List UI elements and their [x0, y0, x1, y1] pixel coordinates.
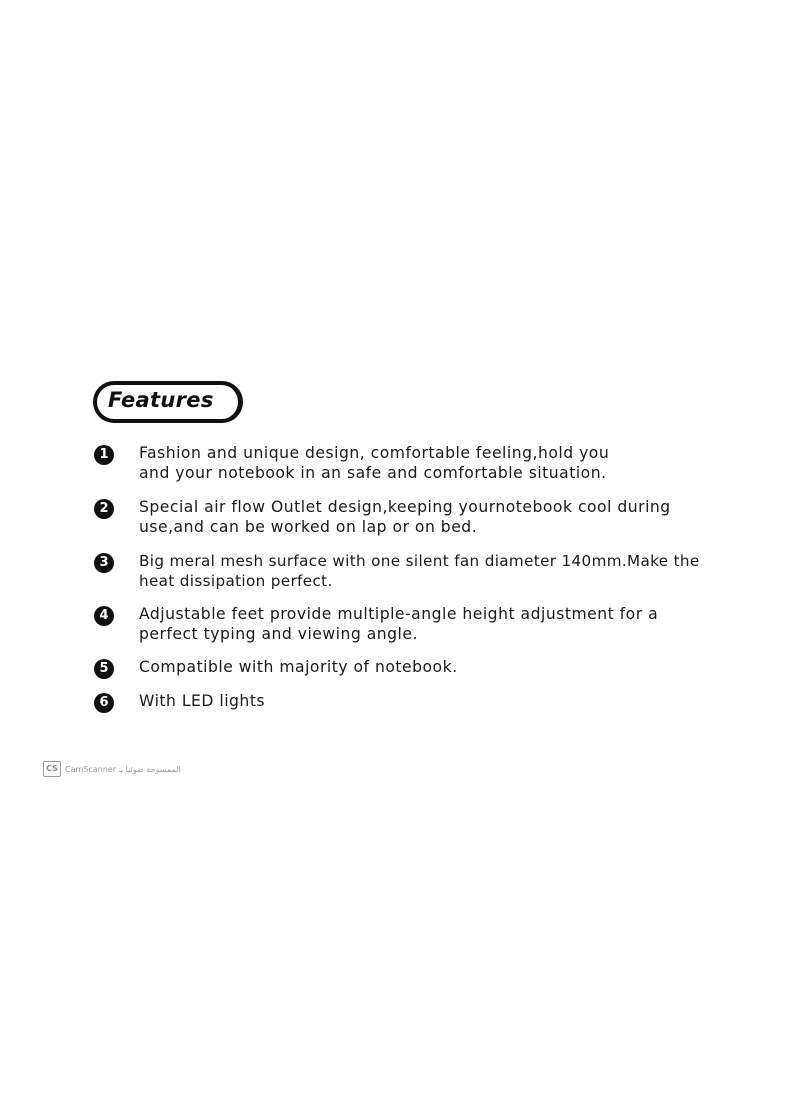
number-5-icon: 5: [94, 659, 114, 679]
camscanner-watermark: [43, 761, 181, 777]
number-1-icon: 1: [94, 445, 114, 465]
feature-text-5: Compatible with majority of notebook.: [139, 658, 458, 676]
watermark-text: CamScanner الممسوحة ضوئيا بـ: [65, 764, 181, 774]
number-6-icon: 6: [94, 693, 114, 713]
number-2-icon: 2: [94, 499, 114, 519]
features-title: Features: [108, 388, 214, 412]
feature-text-1: Fashion and unique design, comfortable feeling,hold you and your notebook in an safe and comfortable situation.: [139, 444, 610, 482]
feature-text-4: Adjustable feet provide multiple-angle height adjustment for a perfect typing and viewing angle.: [139, 605, 659, 643]
feature-text-2: Special air flow Outlet design,keeping yournotebook cool during use,and can be worked on lap or on bed.: [139, 498, 671, 536]
number-4-icon: 4: [94, 606, 114, 626]
camscanner-logo-icon: CS: [43, 761, 61, 777]
number-3-icon: 3: [94, 553, 114, 573]
feature-text-6: With LED lights: [139, 692, 266, 710]
feature-text-3: Big meral mesh surface with one silent fan diameter 140mm.Make the heat dissipation perfect.: [139, 552, 700, 590]
